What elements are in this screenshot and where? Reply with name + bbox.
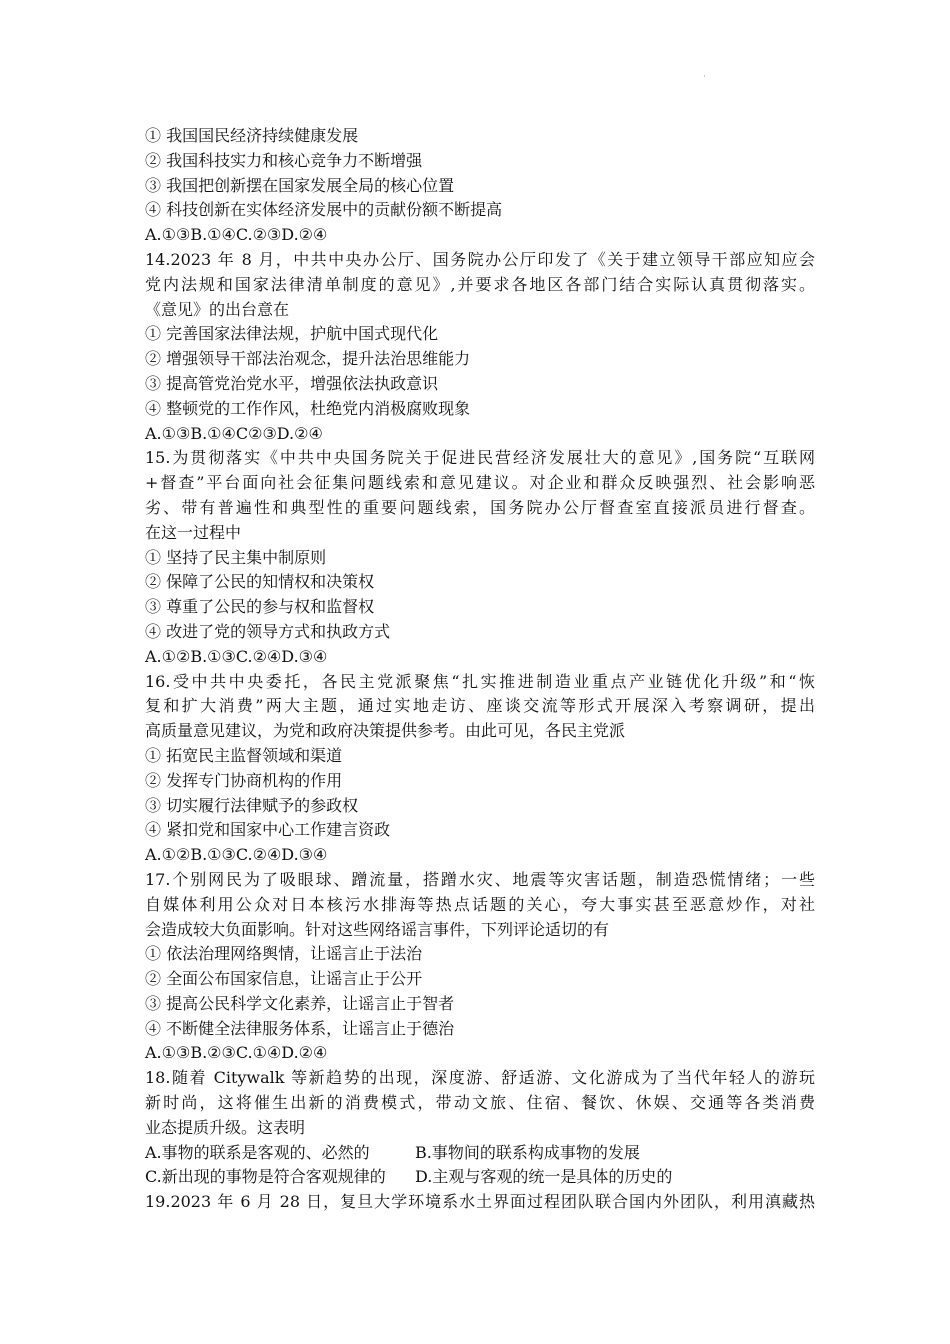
q14-stem-line-1: 14.2023 年 8 月，中共中央办公厅、国务院办公厅印发了《关于建立领导干部应知应会 xyxy=(145,249,815,269)
q17-option-3: ③ 提高公民科学文化素养，让谣言止于智者 xyxy=(145,993,455,1013)
q17-stem-line-1: 17.个别网民为了吸眼球、蹭流量，搭蹭水灾、地震等灾害话题，制造恐慌情绪；一些 xyxy=(145,869,815,889)
q15-option-2: ② 保障了公民的知情权和决策权 xyxy=(145,572,375,592)
q16-answer-choices: A.①②B.①③C.②④D.③④ xyxy=(145,845,328,865)
q17-option-4: ④ 不断健全法律服务体系，让谣言止于德治 xyxy=(145,1018,455,1038)
q15-option-1: ① 坚持了民主集中制原则 xyxy=(145,547,327,567)
q14-option-2: ② 增强领导干部法治观念，提升法治思维能力 xyxy=(145,349,471,369)
q15-stem-line-2: +督查”平台面向社会征集问题线索和意见建议。对企业和群众反映强烈、社会影响恶 xyxy=(145,473,815,493)
q14-stem-line-2: 党内法规和国家法律清单制度的意见》,并要求各地区各部门结合实际认真贯彻落实。 xyxy=(145,274,815,294)
q16-option-4: ④ 紧扣党和国家中心工作建言资政 xyxy=(145,820,391,840)
question-15 xyxy=(145,446,815,669)
q13-answer-choices: A.①③B.①④C.②③D.②④ xyxy=(145,225,328,245)
q16-option-3: ③ 切实履行法律赋予的参政权 xyxy=(145,795,359,815)
page-content xyxy=(145,124,815,1215)
q18-options-row-1 xyxy=(145,1141,815,1166)
q18-stem-line-1: 18.随着 Citywalk 等新趋势的出现，深度游、舒适游、文化游成为了当代年轻人的游玩 xyxy=(145,1068,815,1088)
q13-option-4: ④ 科技创新在实体经济发展中的贡献份额不断提高 xyxy=(145,200,503,220)
q18-option-a: A.事物的联系是客观的、必然的 xyxy=(145,1142,370,1162)
q15-stem-line-3: 劣、带有普遍性和典型性的重要问题线索，国务院办公厅督查室直接派员进行督查。 xyxy=(145,497,815,517)
question-16 xyxy=(145,670,815,868)
q13-option-1: ① 我国国民经济持续健康发展 xyxy=(145,126,359,145)
question-19 xyxy=(145,1190,815,1215)
q19-stem-line-1: 19.2023 年 6 月 28 日，复旦大学环境系水土界面过程团队联合国内外团队，利用滇藏热 xyxy=(145,1192,815,1212)
q18-stem-line-2: 新时尚，这将催生出新的消费模式，带动文旅、住宿、餐饮、休娱、交通等各类消费 xyxy=(145,1093,815,1113)
q17-stem-line-3: 会造成较大负面影响。针对这些网络谣言事件，下列评论适切的有 xyxy=(145,919,610,939)
q17-stem-line-2: 自媒体利用公众对日本核污水排海等热点话题的关心，夸大事实甚至恶意炒作，对社 xyxy=(145,894,815,914)
q16-stem-line-2: 复和扩大消费”两大主题，通过实地走访、座谈交流等形式开展深入考察调研，提出 xyxy=(145,696,815,716)
question-18 xyxy=(145,1066,815,1190)
q14-answer-choices: A.①③B.①④C②③D.②④ xyxy=(145,423,323,443)
question-17 xyxy=(145,868,815,1066)
q17-answer-choices: A.①③B.②③C.①④D.②④ xyxy=(145,1043,328,1063)
q16-option-2: ② 发挥专门协商机构的作用 xyxy=(145,770,343,790)
q16-stem-line-1: 16.受中共中央委托，各民主党派聚焦“扎实推进制造业重点产业链优化升级”和“恢 xyxy=(145,671,815,691)
q14-stem-line-3: 《意见》的出台意在 xyxy=(145,299,290,319)
q15-option-4: ④ 改进了党的领导方式和执政方式 xyxy=(145,621,391,641)
q18-options-row-2 xyxy=(145,1165,815,1190)
q17-option-2: ② 全面公布国家信息，让谣言止于公开 xyxy=(145,969,423,989)
q18-option-c: C.新出现的事物是符合客观规律的 xyxy=(145,1167,386,1187)
q18-option-d: D.主观与客观的统一是具体的历史的 xyxy=(415,1167,673,1187)
q13-option-3: ③ 我国把创新摆在国家发展全局的核心位置 xyxy=(145,175,455,195)
q15-stem-line-1: 15.为贯彻落实《中共中央国务院关于促进民营经济发展壮大的意见》,国务院“互联网 xyxy=(145,448,815,468)
q15-option-3: ③ 尊重了公民的参与权和监督权 xyxy=(145,597,375,617)
corner-mark: · xyxy=(703,72,706,82)
q14-option-1: ① 完善国家法律法规，护航中国式现代化 xyxy=(145,324,439,344)
q17-option-1: ① 依法治理网络舆情，让谣言止于法治 xyxy=(145,944,423,964)
q16-stem-line-3: 高质量意见建议，为党和政府决策提供参考。由此可见，各民主党派 xyxy=(145,721,626,741)
q14-option-3: ③ 提高管党治党水平，增强依法执政意识 xyxy=(145,373,439,393)
q15-stem-line-4: 在这一过程中 xyxy=(145,522,242,542)
q13-option-2: ② 我国科技实力和核心竞争力不断增强 xyxy=(145,150,423,170)
question-14 xyxy=(145,248,815,446)
q16-option-1: ① 拓宽民主监督领域和渠道 xyxy=(145,745,343,765)
q15-answer-choices: A.①②B.①③C.②④D.③④ xyxy=(145,646,328,666)
question-13 xyxy=(145,124,815,248)
q14-option-4: ④ 整顿党的工作作风，杜绝党内消极腐败现象 xyxy=(145,398,471,418)
q18-stem-line-3: 业态提质升级。这表明 xyxy=(145,1117,306,1137)
q18-option-b: B.事物间的联系构成事物的发展 xyxy=(415,1142,640,1162)
